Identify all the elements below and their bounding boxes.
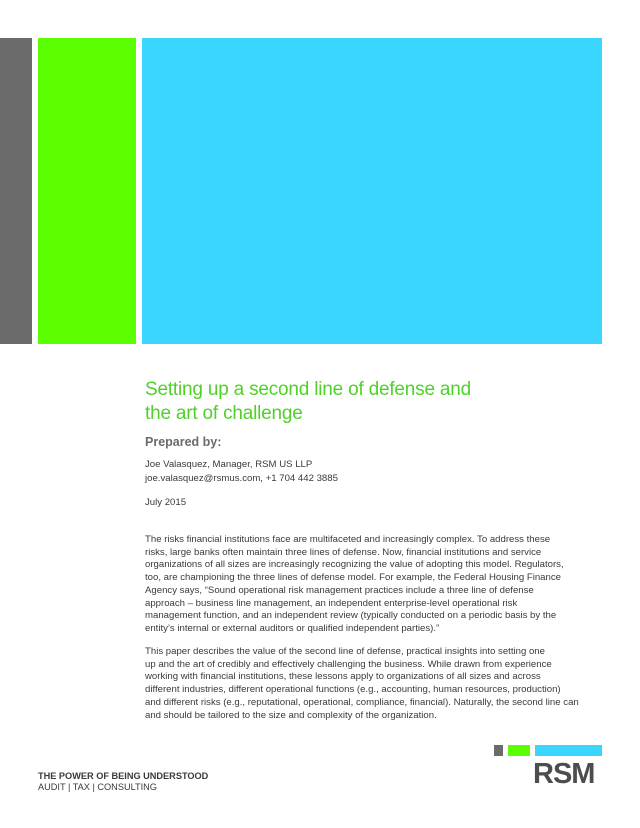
logo-green-bar (508, 745, 530, 756)
paragraph-line: management function, and an independent review (typically conducted on a periodic basis by the (145, 610, 557, 622)
document-title (145, 378, 585, 426)
paragraph-line: This paper describes the value of the second line of defense, practical insights into setting one (145, 646, 545, 657)
paragraph-line: too, are championing the three lines of defense model. For example, the Federal Housing Finance (145, 572, 561, 584)
logo-cyan-bar (535, 745, 602, 756)
paragraph-line: up and the art of credibly and effectively challenging the business. While drawn from experience (145, 658, 552, 670)
author-name-line: Joe Valasquez, Manager, RSM US LLP (145, 459, 313, 470)
title-line-2: the art of challenge (145, 403, 303, 424)
intro-paragraph (145, 534, 605, 636)
title-line-1: Setting up a second line of defense and (145, 379, 472, 400)
paragraph-line: Agency says, “Sound operational risk management practices include a three line of defense (145, 584, 534, 596)
tagline-text: THE POWER OF BEING UNDERSTOOD (38, 771, 209, 781)
logo-gray-square (494, 745, 503, 756)
paragraph-line: approach – business line management, an independent enterprise-level operational risk (145, 597, 518, 609)
paragraph-line: and should be tailored to the size and complexity of the organization. (145, 709, 437, 721)
author-info (145, 458, 338, 486)
paragraph-line: risks, large banks often maintain three lines of defense. Now, financial institutions and service (145, 546, 542, 558)
rsm-logo: RSM (533, 758, 595, 790)
paragraph-line: The risks financial institutions face are multifaceted and increasingly complex. To address these (145, 534, 551, 545)
scope-paragraph (145, 646, 605, 722)
services-text: AUDIT | TAX | CONSULTING (38, 782, 157, 792)
prepared-by-heading: Prepared by: (145, 435, 222, 449)
green-color-bar (38, 38, 136, 344)
paragraph-line: organizations of all sizes are increasingly recognizing the value of adopting this model. Regulators, (145, 559, 564, 571)
cyan-color-block (142, 38, 602, 344)
publication-date: July 2015 (145, 497, 187, 508)
paragraph-line: different industries, different operational functions (e.g., accounting, human resources, production) (145, 684, 561, 696)
paragraph-line: and different risks (e.g., reputational, operational, compliance, financial). Naturally, the second line can (145, 696, 579, 708)
author-contact-line: joe.valasquez@rsmus.com, +1 704 442 3885 (145, 473, 338, 484)
paragraph-line: entity’s internal or external auditors or qualified independent parties).” (145, 622, 440, 634)
gray-color-bar (0, 38, 32, 344)
paragraph-line: working with financial institutions, these lessons apply to organizations of all sizes and across (145, 671, 541, 683)
footer-tagline (38, 771, 208, 793)
